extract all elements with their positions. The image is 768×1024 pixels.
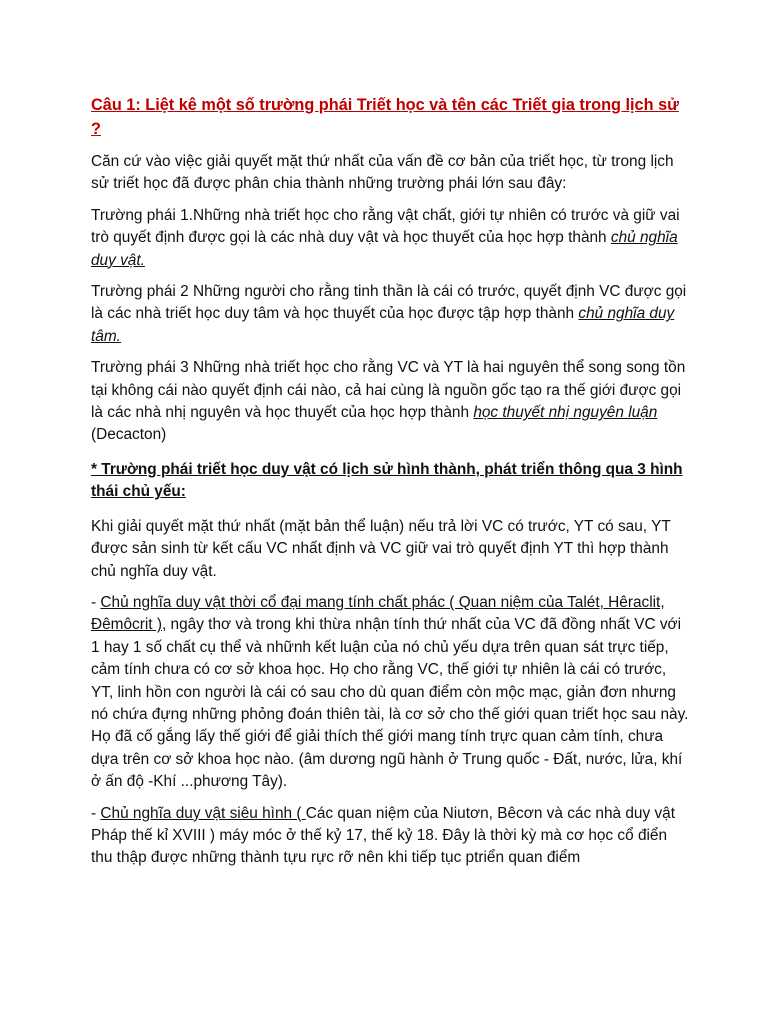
school-3-text: Trường phái 3 Những nhà triết học cho rằng VC và YT là hai nguyên thể song song tồn tại không cái nào quyết định cái nào, cả hai cùng là nguồn gốc tạo ra thế giới được gọi là các nhà nhị nguyên và học thuyết của học hợp thành xyxy=(91,359,686,422)
metaphysical-dash: - xyxy=(91,804,101,822)
ancient-materialism-heading: Chủ nghĩa duy vật thời cổ đại mang tính chất phác ( Quan niệm của Talét, Hêraclit, Đêmôcrit ) xyxy=(91,593,665,634)
idealism-term: chủ nghĩa duy tâm. xyxy=(91,305,675,345)
ancient-dash: - xyxy=(91,593,101,611)
materialism-subheading: * Trường phái triết học duy vật có lịch sử hình thành, phát triển thông qua 3 hình thái chủ yếu: xyxy=(91,460,683,501)
school-1-text: Trường phái 1.Những nhà triết học cho rằng vật chất, giới tự nhiên có trước và giữ vai trò quyết định được gọi là các nhà duy vật và học thuyết của học hợp thành xyxy=(91,206,680,247)
metaphysical-materialism-text: Các quan niệm của Niutơn, Bêcơn và các nhà duy vật Pháp thế kỉ XVIII ) máy móc ở thế kỷ 17, thế kỷ 18. Đây là thời kỳ mà cơ học cổ điển thu thập được những thành tựu rực rỡ nên khi tiếp tục ptriển quan điểm xyxy=(91,804,675,867)
question-title: Câu 1: Liệt kê một số trường phái Triết học và tên các Triết gia trong lịch sử ? xyxy=(91,96,679,138)
ancient-materialism-text: , ngây thơ và trong khi thừa nhận tính thứ nhất của VC đã đồng nhất VC với 1 hay 1 số chất cụ thể và nhữnh kết luận của nó chủ yếu dựa trên quan sát trực tiếp, cảm tính chưa có cơ sở khoa học. Họ cho rằng VC, thế giới tự nhiên là cái có trước, YT, linh hồn con người là cái có sau cho dù quan điểm còn mộc mạc, giản đơn nhưng nó chứa đựng những phỏng đoán thiên tài, là cơ sở cho thế giới quan triết học sau này. Họ đã cố gắng lấy thế giới để giải thích thế giới mang tính trực quan cảm tính, chưa dựa trên cơ sở khoa học nào. (âm dương ngũ hành ở Trung quốc - Đất, nước, lửa, khí ở ấn độ -Khí ...phương Tây). xyxy=(91,616,689,791)
metaphysical-materialism-heading: Chủ nghĩa duy vật siêu hình ( xyxy=(100,804,306,822)
ancient-materialism-paragraph xyxy=(91,592,691,794)
school-3-tail: (Decacton) xyxy=(91,426,167,444)
school-1-paragraph xyxy=(91,205,691,272)
intro-paragraph: Căn cứ vào việc giải quyết mặt thứ nhất của vấn đề cơ bản của triết học, từ trong lịch sử triết học đã được phân chia thành những trường phái lớn sau đây: xyxy=(91,153,674,193)
materialism-definition: Khi giải quyết mặt thứ nhất (mặt bản thể luận) nếu trả lời VC có trước, YT có sau, YT được sản sinh từ kết cấu VC nhất định và VC giữ vai trò quyết định YT thì hợp thành chủ nghĩa duy vật. xyxy=(91,517,671,580)
school-2-text: Trường phái 2 Những người cho rằng tinh thần là cái có trước, quyết định VC được gọi là các nhà triết học duy tâm và học thuyết của học được tập hợp thành xyxy=(91,283,687,323)
materialism-term: chủ nghĩa duy vật. xyxy=(91,229,678,269)
school-2-paragraph xyxy=(91,281,691,348)
school-3-paragraph xyxy=(91,357,691,447)
document-page xyxy=(91,93,691,879)
metaphysical-materialism-paragraph xyxy=(91,803,691,870)
dualism-term: học thuyết nhị nguyên luận xyxy=(473,404,658,422)
